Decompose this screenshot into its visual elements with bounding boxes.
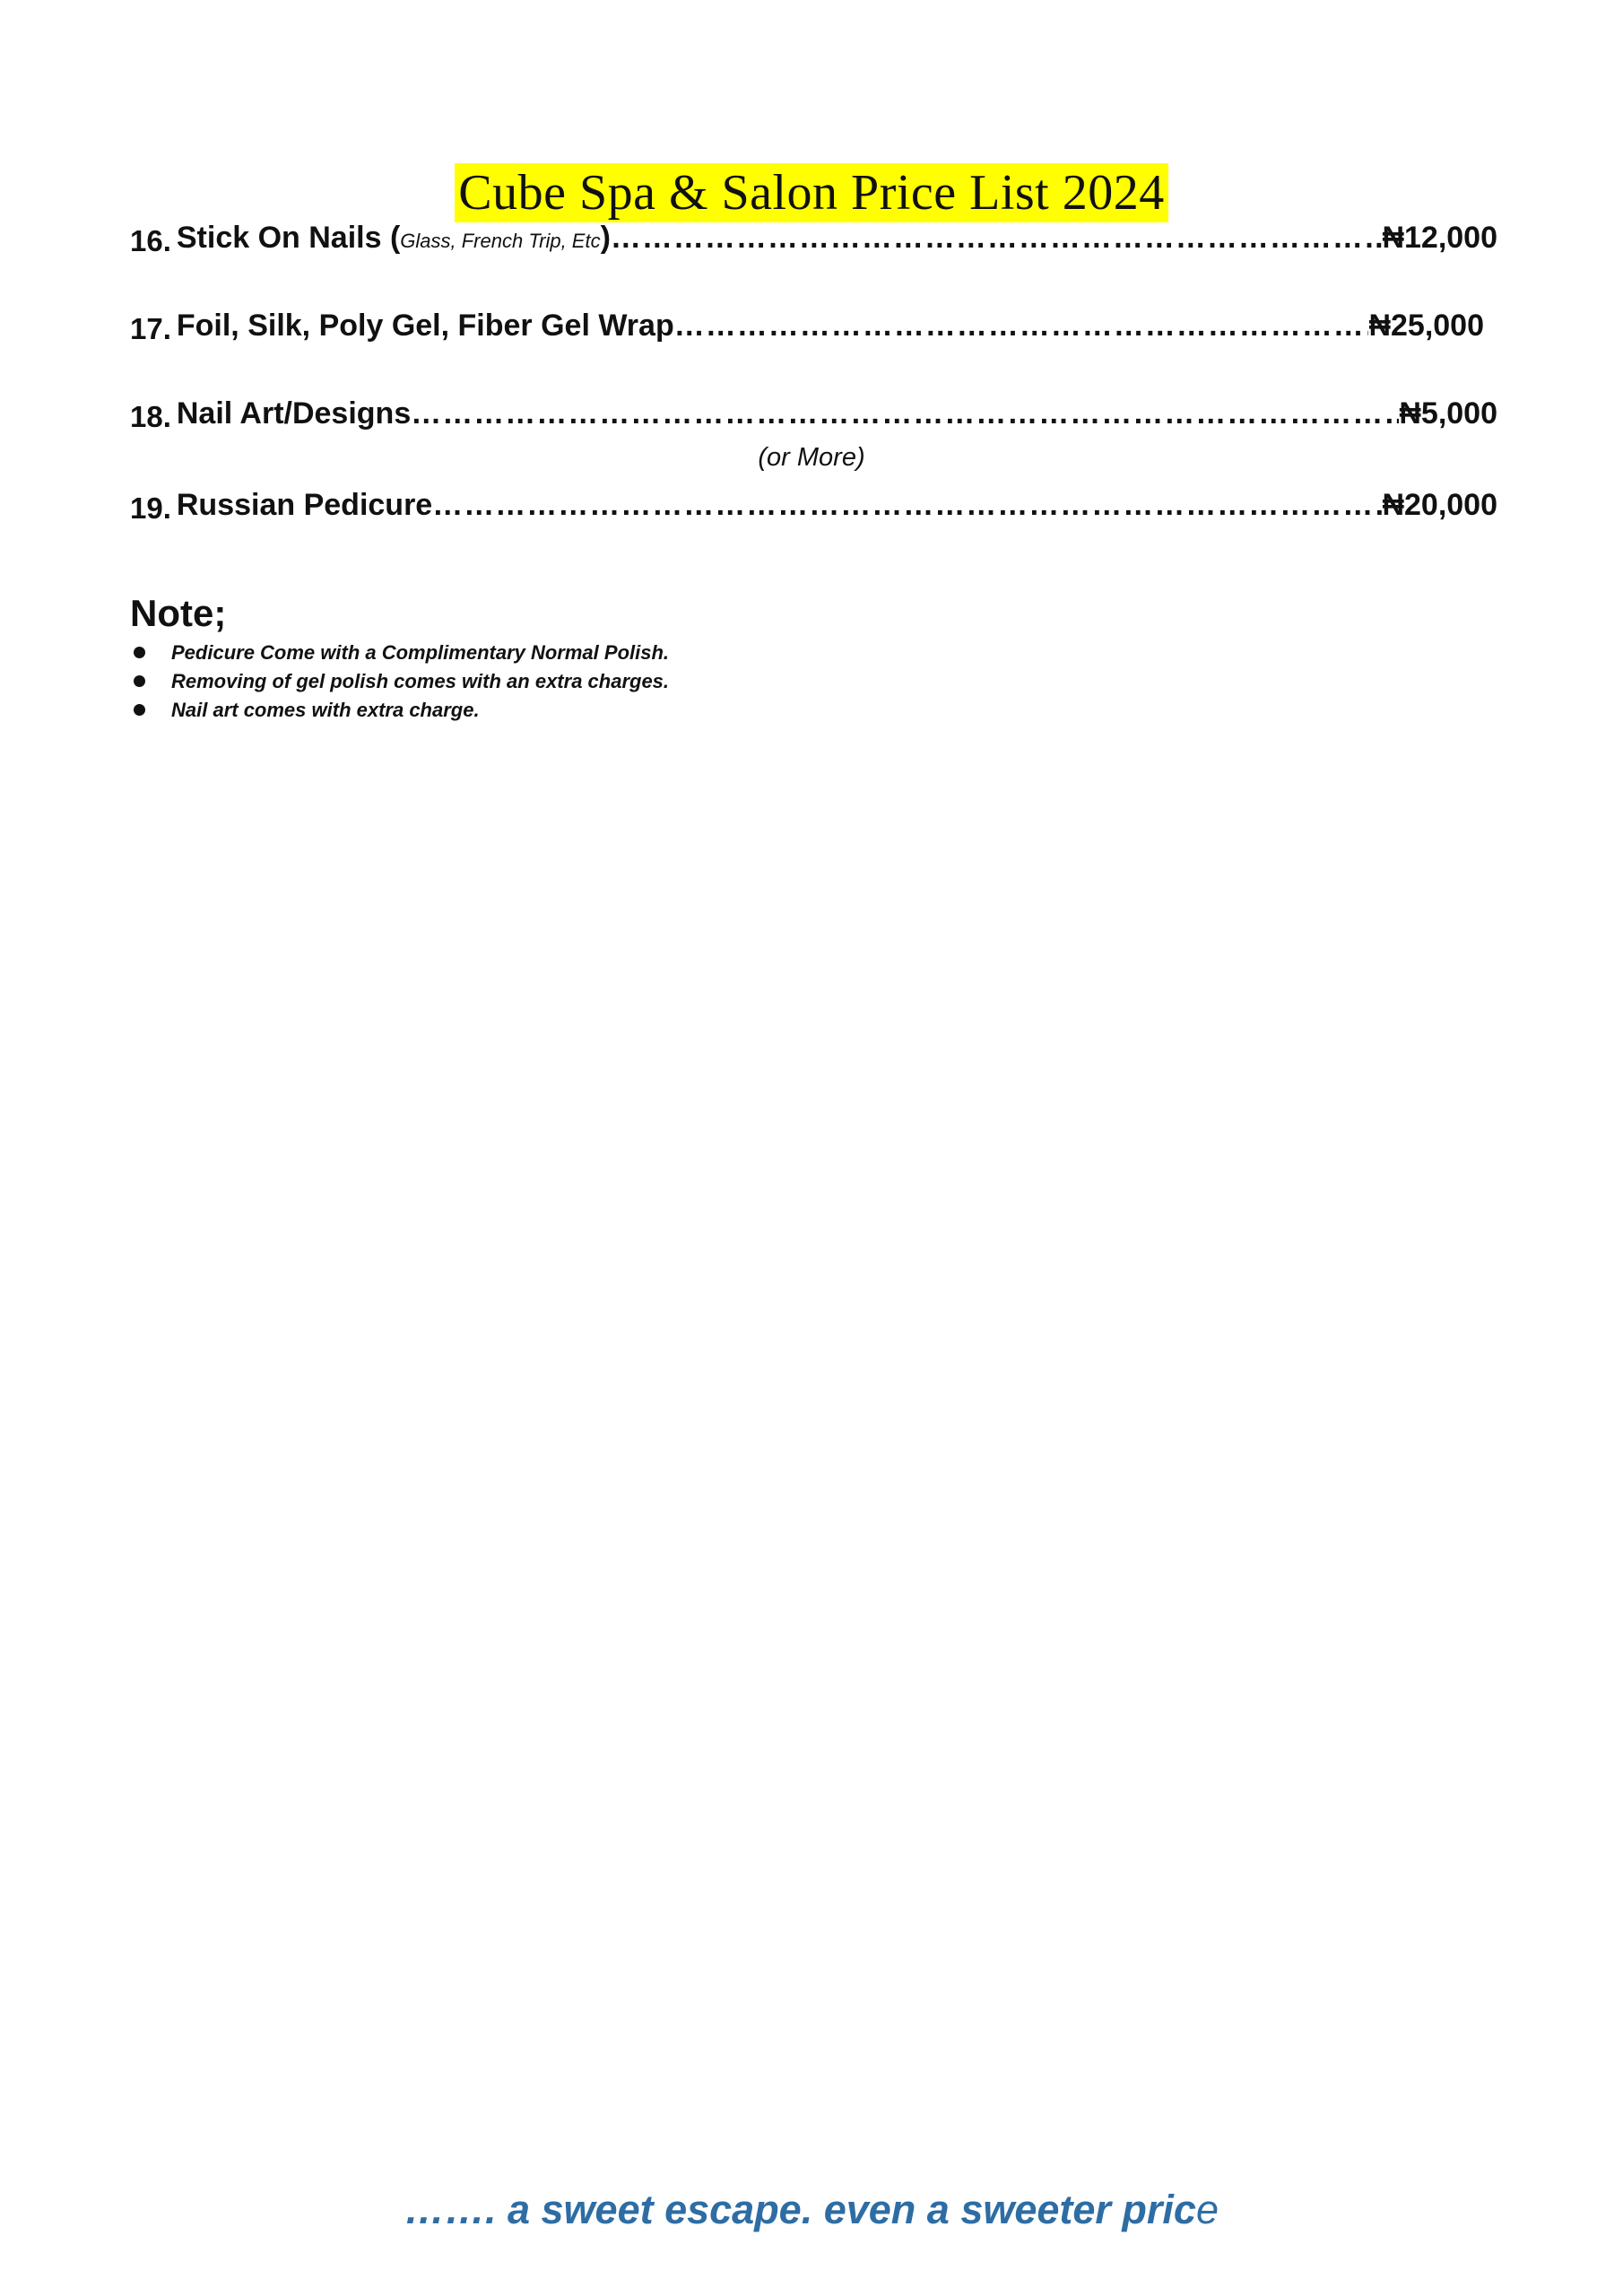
note-list <box>130 639 669 725</box>
note-text: Removing of gel polish comes with an extra charges. <box>171 670 670 692</box>
tagline-end: e <box>1195 2187 1219 2232</box>
item-18-subnote <box>0 443 1623 473</box>
note-text: Pedicure Come with a Complimentary Normal Polish. <box>171 641 670 664</box>
item-name: Foil, Silk, Poly Gel, Fiber Gel Wrap <box>176 309 674 343</box>
title-wrap <box>0 163 1623 222</box>
note-text: Nail art comes with extra charge. <box>171 699 480 721</box>
page-title: Cube Spa & Salon Price List 2024 <box>455 163 1168 222</box>
item-detail: Glass, French Trip, Etc <box>400 230 601 252</box>
item-name: Nail Art/Designs <box>176 396 412 430</box>
note-bullet <box>130 667 669 696</box>
price-item-16 <box>130 221 1497 256</box>
item-name <box>177 221 611 256</box>
item-number: 16. <box>130 224 171 257</box>
item-name-text: Stick On Nails ( <box>176 221 401 255</box>
price-item-18 <box>130 396 1497 431</box>
item-number: 19. <box>130 491 171 525</box>
item-name: Russian Pedicure <box>176 488 433 522</box>
note-bullet <box>130 696 669 725</box>
note-heading: Note; <box>130 592 227 634</box>
item-number: 17. <box>130 312 171 345</box>
item-price: ₦5,000 <box>1399 396 1497 430</box>
dot-leader <box>611 221 1383 256</box>
price-item-17 <box>130 309 1484 344</box>
note-bullet <box>130 639 669 667</box>
tagline-main: ……. a sweet escape. even a sweeter pric <box>404 2187 1196 2232</box>
item-price: ₦20,000 <box>1382 488 1497 522</box>
item-price: ₦25,000 <box>1368 309 1484 343</box>
subnote-text: (or More) <box>758 443 865 472</box>
item-name-end: ) <box>600 221 611 255</box>
dot-leader <box>432 488 1382 523</box>
bullet-icon <box>134 647 145 658</box>
footer-tagline <box>0 2187 1623 2233</box>
dot-leader <box>674 309 1369 344</box>
item-price: ₦12,000 <box>1382 221 1497 255</box>
dot-leader <box>411 396 1399 431</box>
bullet-icon <box>134 675 145 687</box>
item-number: 18. <box>130 400 171 433</box>
bullet-icon <box>134 704 145 716</box>
price-item-19 <box>130 488 1497 523</box>
